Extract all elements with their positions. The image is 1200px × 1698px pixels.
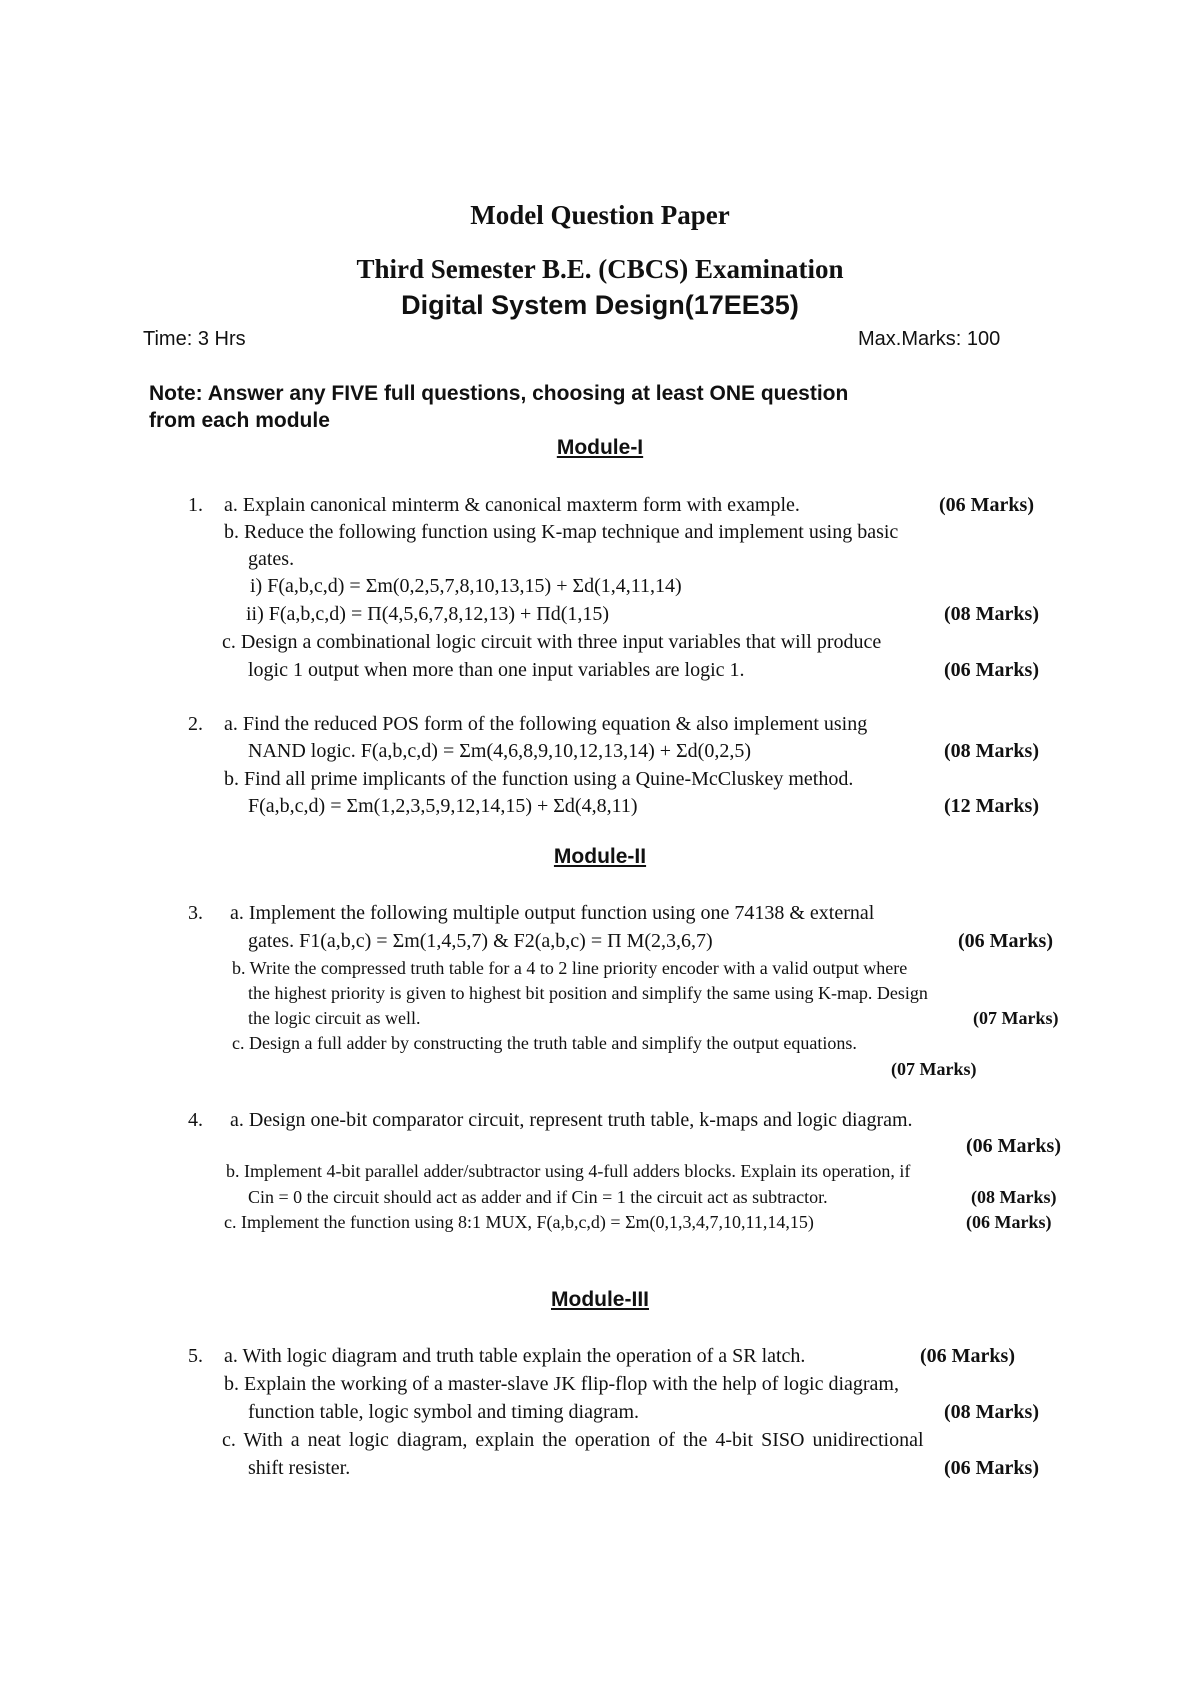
question-text: gates. [248, 548, 295, 570]
subject-title: Digital System Design(17EE35) [401, 290, 799, 320]
question-marks: (06 Marks) [944, 659, 1039, 681]
question-text: b. Explain the working of a master-slave JK flip-flop with the help of logic diagram, [224, 1373, 899, 1395]
question-text: a. Find the reduced POS form of the following equation & also implement using [224, 713, 868, 735]
question-text: gates. F1(a,b,c) = Σm(1,4,5,7) & F2(a,b,c) = Π M(2,3,6,7) [248, 930, 713, 952]
question-text: the highest priority is given to highest bit position and simplify the same using K-map. Design [248, 983, 928, 1003]
question-marks: (06 Marks) [966, 1212, 1052, 1232]
question-marks: (08 Marks) [944, 740, 1039, 762]
question-marks: (08 Marks) [944, 1401, 1039, 1423]
question-marks: (06 Marks) [944, 1457, 1039, 1479]
question-marks: (06 Marks) [939, 494, 1034, 516]
question-text: function table, logic symbol and timing diagram. [248, 1401, 640, 1423]
question-text: b. Find all prime implicants of the function using a Quine-McCluskey method. [224, 768, 854, 790]
question-text: the logic circuit as well. [248, 1008, 421, 1028]
question-text: logic 1 output when more than one input variables are logic 1. [248, 659, 745, 681]
question-text: NAND logic. F(a,b,c,d) = Σm(4,6,8,9,10,12,13,14) + Σd(0,2,5) [248, 740, 751, 762]
question-number: 4. [188, 1109, 203, 1131]
question-text: a. With logic diagram and truth table explain the operation of a SR latch. [224, 1345, 806, 1367]
question-text: F(a,b,c,d) = Σm(1,2,3,5,9,12,14,15) + Σd(4,8,11) [248, 795, 638, 817]
question-subpart: i) F(a,b,c,d) = Σm(0,2,5,7,8,10,13,15) + Σd(1,4,11,14) [250, 575, 682, 597]
note-line-1: Note: Answer any FIVE full questions, choosing at least ONE question [149, 382, 849, 405]
question-marks: (12 Marks) [944, 795, 1039, 817]
question-marks: (07 Marks) [891, 1059, 977, 1079]
exam-title: Third Semester B.E. (CBCS) Examination [356, 254, 844, 284]
paper-title: Model Question Paper [470, 200, 730, 230]
question-text: a. Design one-bit comparator circuit, represent truth table, k-maps and logic diagram. [230, 1109, 913, 1131]
question-marks: (06 Marks) [958, 930, 1053, 952]
question-text: b. Write the compressed truth table for a 4 to 2 line priority encoder with a valid output where [232, 958, 908, 978]
question-number: 3. [188, 902, 203, 924]
question-text: a. Implement the following multiple output function using one 74138 & external [230, 902, 875, 924]
question-number: 5. [188, 1345, 203, 1367]
question-marks: (08 Marks) [944, 603, 1039, 625]
question-text: Cin = 0 the circuit should act as adder and if Cin = 1 the circuit act as subtractor. [248, 1187, 828, 1207]
module-heading-3: Module-III [551, 1288, 649, 1311]
note-line-2: from each module [149, 409, 330, 432]
question-text: c. Implement the function using 8:1 MUX, F(a,b,c,d) = Σm(0,1,3,4,7,10,11,14,15) [224, 1212, 814, 1232]
question-number: 1. [188, 494, 203, 516]
module-heading-2: Module-II [553, 845, 647, 868]
question-text: c. Design a full adder by constructing the truth table and simplify the output equations. [232, 1033, 857, 1053]
question-marks: (07 Marks) [973, 1008, 1059, 1028]
question-marks: (08 Marks) [971, 1187, 1057, 1207]
question-text: b. Implement 4-bit parallel adder/subtractor using 4-full adders blocks. Explain its operation, if [226, 1161, 911, 1181]
question-text: shift resister. [248, 1457, 351, 1479]
question-text: b. Reduce the following function using K-map technique and implement using basic [224, 521, 899, 543]
question-marks: (06 Marks) [920, 1345, 1015, 1367]
question-text: a. Explain canonical minterm & canonical maxterm form with example. [224, 494, 800, 516]
question-text: c. With a neat logic diagram, explain the operation of the 4-bit SISO unidirectional [222, 1429, 924, 1451]
question-text: c. Design a combinational logic circuit with three input variables that will produce [222, 631, 882, 653]
question-number: 2. [188, 713, 203, 735]
max-marks: Max.Marks: 100 [858, 328, 1001, 350]
module-heading-1: Module-I [556, 436, 644, 459]
question-subpart: ii) F(a,b,c,d) = Π(4,5,6,7,8,12,13) + Πd(1,15) [246, 603, 610, 625]
exam-time: Time: 3 Hrs [143, 328, 246, 350]
question-marks: (06 Marks) [966, 1135, 1061, 1157]
